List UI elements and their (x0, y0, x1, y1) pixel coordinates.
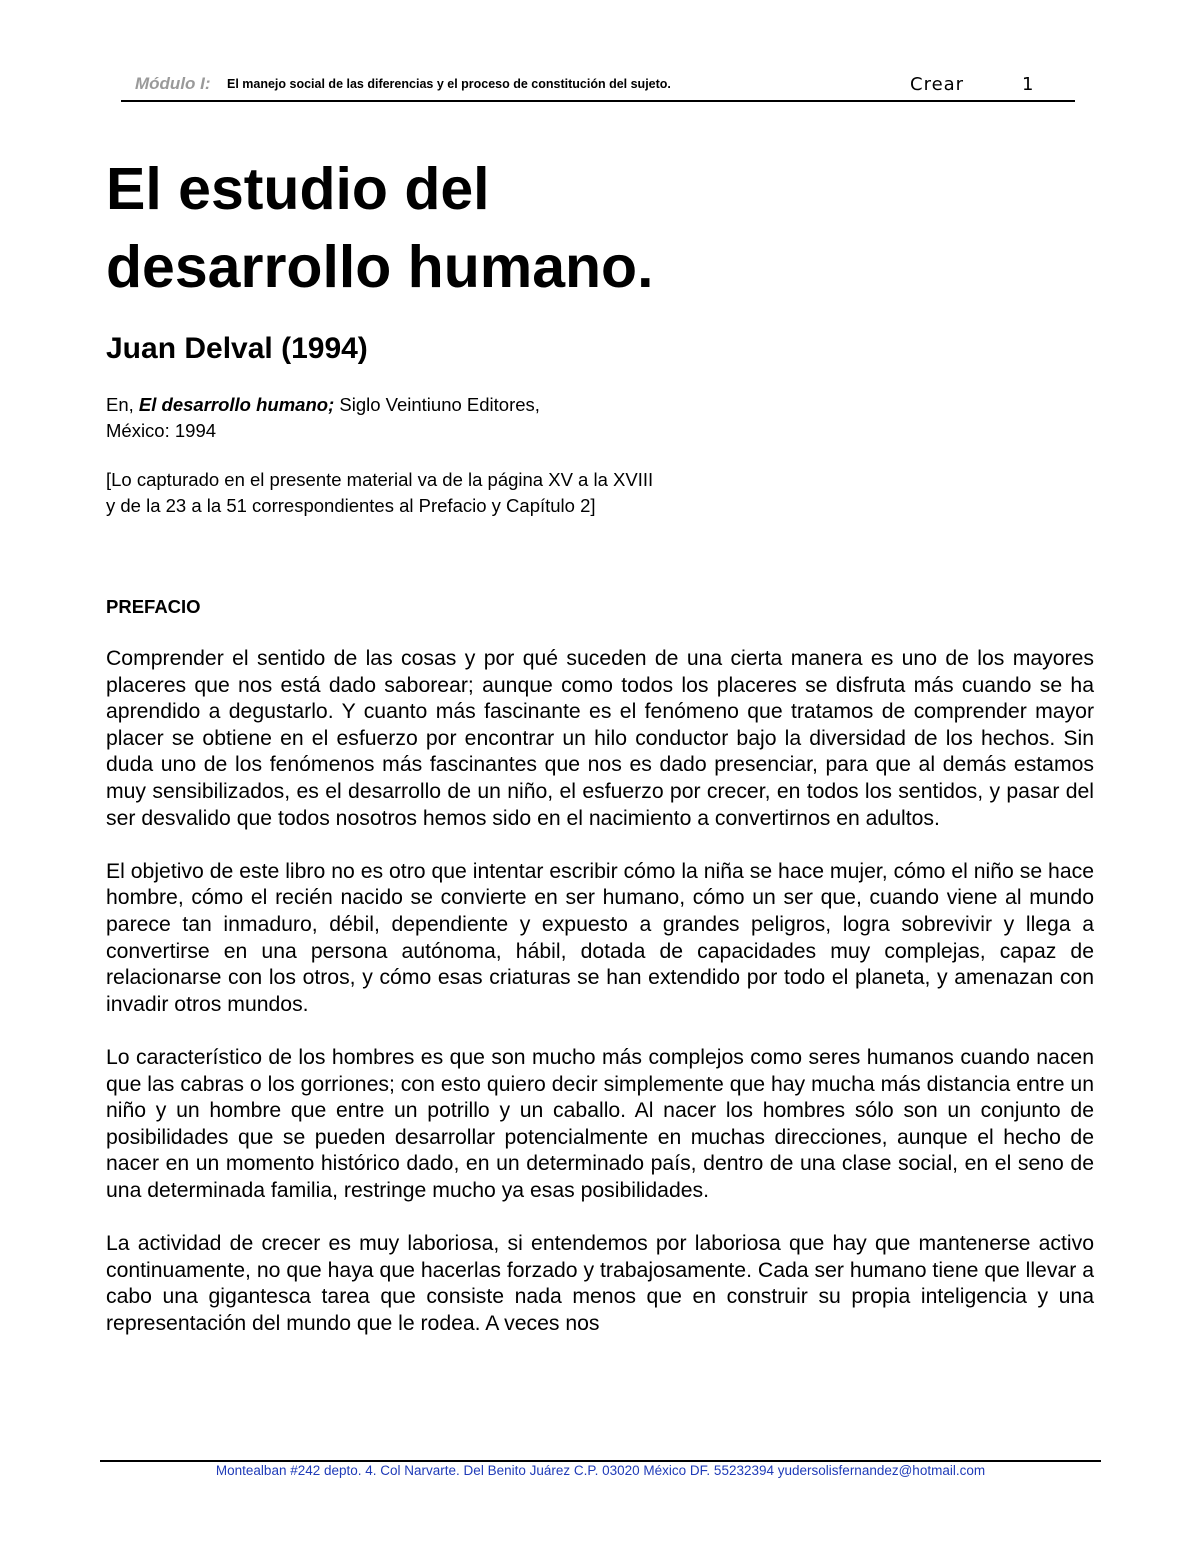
paragraph: Comprender el sentido de las cosas y por qué suceden de una cierta manera es uno de los mayores placeres que nos está dado saborear; aunque como todos los placeres se disfruta más cuando se ha aprendido a degustarlo. Y cuanto más fascinante es el fenómeno que tratamos de comprender mayor placer se obtiene en el esfuerzo por encontrar un hilo conductor bajo la diversidad de los hechos. Sin duda uno de los fenómenos más fascinantes que nos es dado presenciar, para que al demás estamos muy sensibilizados, es el desarrollo de un niño, el esfuerzo por crecer, en todos los sentidos, y pasar del ser desvalido que todos nosotros hemos sido en el nacimiento a convertirnos en adultos. (106, 647, 1094, 830)
footer-divider (100, 1460, 1101, 1462)
paragraph: El objetivo de este libro no es otro que intentar escribir cómo la niña se hace mujer, cómo el niño se hace hombre, cómo el recién nacido se convierte en ser humano, cómo un ser que, cuando viene al mundo parece tan inmaduro, débil, dependiente y expuesto a grandes peligros, logra sobrevivir y llega a convertirse en una persona autónoma, hábil, dotada de capacidades muy complejas, capaz de relacionarse con los otros, y cómo esas criaturas se han extendido por todo el planeta, y amenazan con invadir otros mundos. (106, 859, 1094, 1016)
module-label: Módulo I: (135, 74, 211, 93)
page-header (121, 68, 1075, 102)
citation-prefix: En, (106, 394, 134, 415)
section-label: Crear (910, 74, 965, 95)
footer-email-link[interactable]: yudersolisfernandez@hotmail.com (777, 1463, 986, 1478)
citation-book-title: El desarrollo humano; (138, 394, 335, 415)
document-author: Juan Delval (1994) (106, 332, 368, 365)
paragraph: Lo característico de los hombres es que son mucho más complejos como seres humanos cuando nacen que las cabras o los gorriones; con esto quiero decir simplemente que hay mucha más distancia entre un niño y un hombre que entre un potrillo y un caballo. Al nacer los hombres sólo son un conjunto de posibilidades que se pueden desarrollar potencialmente en muchas direcciones, aunque el hecho de nacer en un momento histórico dado, en un determinado país, dentro de una clase social, en el seno de una determinada familia, restringe mucho ya esas posibilidades. (106, 1045, 1094, 1202)
module-subtitle: El manejo social de las diferencias y el proceso de constitución del sujeto. (227, 77, 671, 91)
citation-place-year: México: 1994 (106, 420, 217, 441)
page-footer (100, 1463, 1101, 1478)
page-number: 1 (1022, 74, 1034, 95)
body-text (106, 646, 1094, 1364)
document-title (106, 150, 1006, 306)
footer-address: Montealban #242 depto. 4. Col Narvarte. Del Benito Juárez C.P. 03020 México DF. 55232394 (215, 1463, 775, 1478)
title-line-2: desarrollo humano. (106, 234, 654, 300)
citation-publisher: Siglo Veintiuno Editores, (339, 394, 540, 415)
capture-note: [Lo capturado en el presente material va de la página XV a la XVIII y de la 23 a la 51 correspondientes al Prefacio y Capítulo 2] (106, 469, 654, 516)
citation (106, 392, 654, 444)
title-line-1: El estudio del (106, 156, 490, 222)
paragraph: La actividad de crecer es muy laboriosa, si entendemos por laboriosa que hay que mantenerse activo continuamente, no que haya que hacerlas forzado y trabajosamente. Cada ser humano tiene que llevar a cabo una gigantesca tarea que consiste nada menos que en construir su propia inteligencia y una representación del mundo que le rodea. A veces nos (106, 1232, 1094, 1335)
section-heading: PREFACIO (106, 596, 201, 617)
